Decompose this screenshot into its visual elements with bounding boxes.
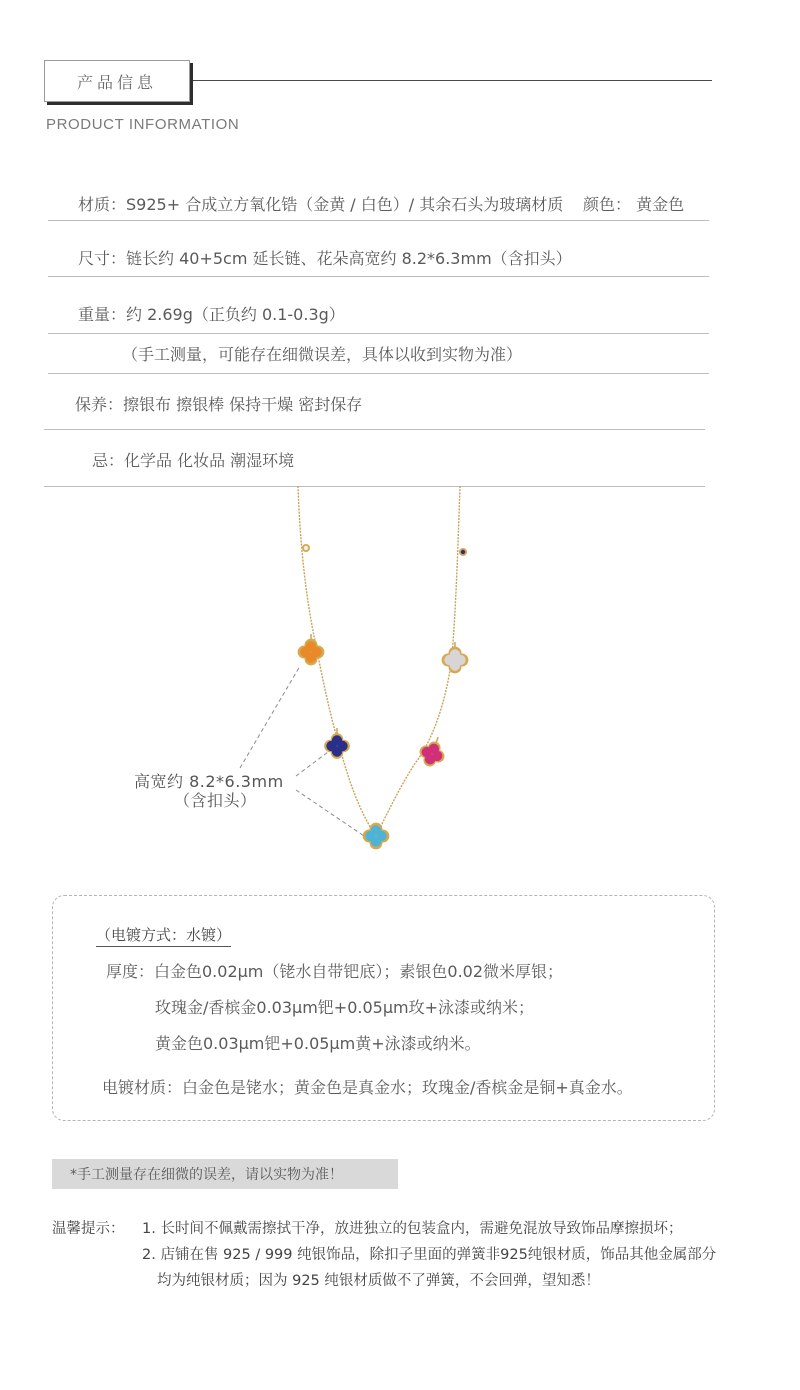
spec-material: 材质：S925+ 合成立方氧化锆（金黄 / 白色）/ 其余石头为玻璃材质 <box>78 195 564 214</box>
tip-item-2-cont: 均为纯银材质；因为 925 纯银材质做不了弹簧，不会回弹，望知悉！ <box>157 1273 600 1289</box>
spec-weight: 重量：约 2.69g（正负约 0.1-0.3g） <box>78 305 345 324</box>
necklace-image <box>0 486 800 866</box>
spec-note: （手工测量，可能存在细微误差，具体以收到实物为准） <box>122 345 523 364</box>
plating-heading: （电镀方式：水镀） <box>96 924 231 947</box>
charm-white <box>442 642 469 673</box>
row-divider <box>48 276 709 277</box>
small-charm-right <box>459 548 467 556</box>
plating-thickness-3: 黄金色0.03μm钯+0.05μm黄+泳漆或纳米。 <box>155 1034 481 1053</box>
charm-orange <box>298 634 325 665</box>
charm-pink <box>416 733 451 771</box>
tip-item-2: 2. 店铺在售 925 / 999 纯银饰品，除扣子里面的弹簧非925纯银材质，饰品其他金属部分 <box>142 1247 717 1263</box>
title-divider <box>193 80 712 81</box>
tip-item-1: 1. 长时间不佩戴需擦拭干净，放进独立的包装盒内，需避免混放导致饰品摩擦损坏； <box>142 1221 683 1237</box>
row-divider <box>48 220 709 221</box>
spec-care: 保养：擦银布 擦银棒 保持干燥 密封保存 <box>75 395 363 414</box>
spec-avoid: 忌：化学品 化妆品 潮湿环境 <box>92 451 295 470</box>
section-subtitle: PRODUCT INFORMATION <box>46 116 240 133</box>
spec-size: 尺寸：链长约 40+5cm 延长链、花朵高宽约 8.2*6.3mm（含扣头） <box>78 249 572 268</box>
tips-label: 温馨提示： <box>52 1221 125 1237</box>
small-charm-left <box>302 544 310 552</box>
plating-materials: 电镀材质：白金色是铑水；黄金色是真金水；玫瑰金/香槟金是铜+真金水。 <box>102 1078 633 1097</box>
plating-thickness-2: 玫瑰金/香槟金0.03μm钯+0.05μm玫+泳漆或纳米； <box>155 998 534 1017</box>
plating-thickness-1: 厚度：白金色0.02μm（铑水自带钯底）；素银色0.02微米厚银； <box>106 962 564 981</box>
charm-blue <box>324 728 350 759</box>
row-divider <box>48 373 709 374</box>
charm-sky <box>363 823 390 850</box>
spec-color: 颜色： 黄金色 <box>583 195 685 214</box>
row-divider <box>48 333 709 334</box>
measurement-notice: *手工测量存在细微的误差，请以实物为准！ <box>52 1159 398 1189</box>
row-divider <box>44 429 705 430</box>
section-title: 产品信息 <box>44 60 190 102</box>
dimension-sublabel: （含扣头） <box>174 791 257 810</box>
dimension-label: 高宽约 8.2*6.3mm <box>134 772 284 791</box>
